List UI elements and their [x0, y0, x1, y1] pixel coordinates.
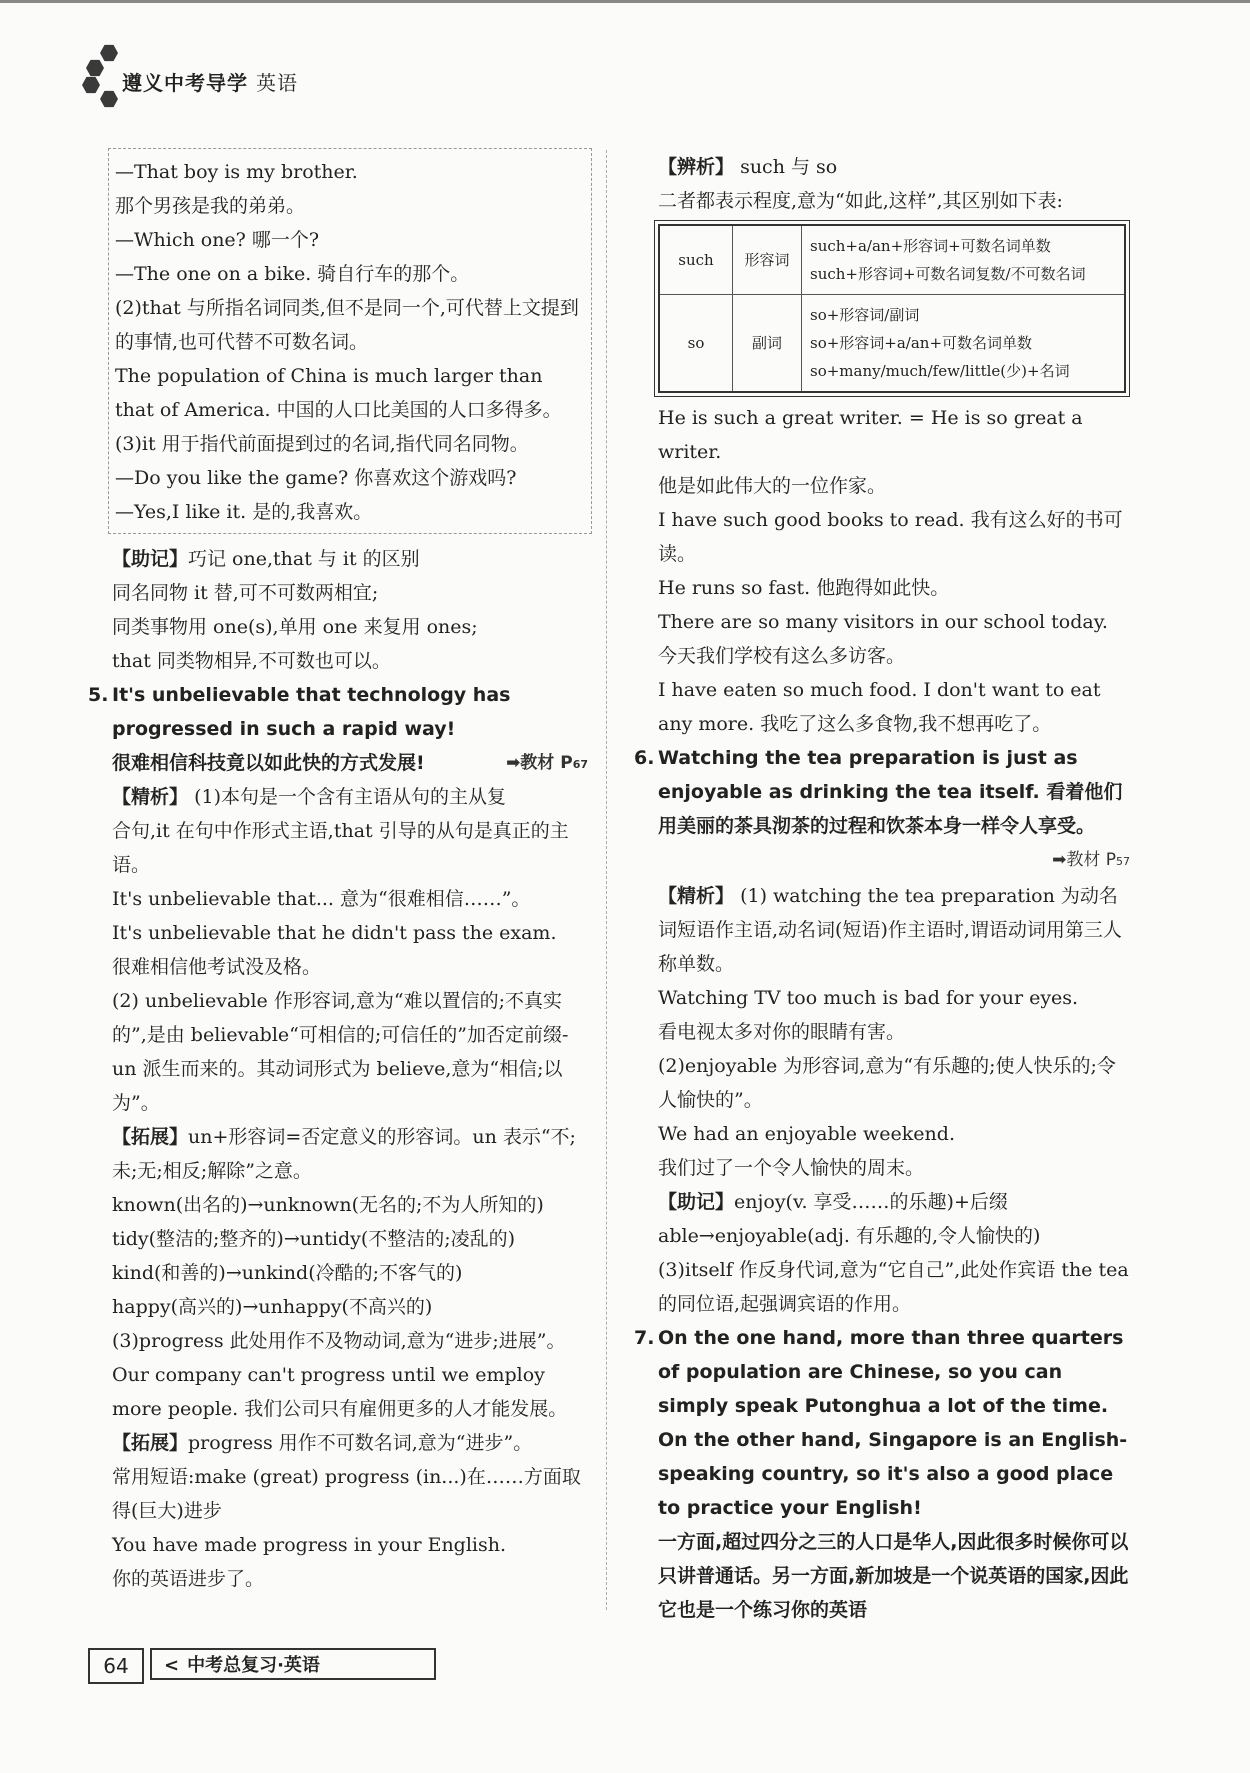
analysis-line: (2) unbelievable 作形容词,意为“难以置信的;不真实的”,是由 believable“可相信的;可信任的”加否定前缀-un 派生而来的。其动词形式为 believe,意为“相信;以为”。 — [112, 990, 569, 1114]
zhuji-note: 【助记】巧记 one,that 与 it 的区别 — [112, 548, 420, 570]
analysis-line: 常用短语:make (great) progress (in...)在……方面取得(巨大)进步 — [112, 1466, 581, 1522]
box-line: (2)that 与所指名词同类,但不是同一个,可代替上文提到的事情,也可代替不可数名词。 — [115, 297, 579, 353]
table-cell: 副词 — [733, 295, 802, 393]
bianxi-heading: 【辨析】 such 与 so — [658, 156, 838, 178]
analysis-line: kind(和善的)→unkind(冷酷的;不客气的) — [112, 1262, 463, 1284]
box-line: —Which one? 哪一个? — [115, 229, 320, 251]
zhuji-note: 【助记】enjoy(v. 享受……的乐趣)+后缀 able→enjoyable(adj. 有乐趣的,令人愉快的) — [658, 1191, 1041, 1247]
header-title: 遵义中考导学 英语 — [122, 71, 298, 95]
such-so-table — [658, 224, 1126, 393]
example-line: There are so many visitors in our school today. — [658, 611, 1108, 633]
analysis-line: It's unbelievable that he didn't pass the exam. — [112, 922, 557, 944]
analysis-line: We had an enjoyable weekend. — [658, 1123, 955, 1145]
header-subject: 英语 — [256, 71, 298, 95]
hexagon-icon — [100, 90, 118, 108]
example-line: He is such a great writer. = He is so great a writer. — [658, 407, 1083, 463]
hexagon-icon — [82, 76, 100, 94]
analysis-line: (3)progress 此处用作不及物动词,意为“进步;进展”。 — [112, 1330, 566, 1352]
zhuji-line: 同名同物 it 替,可不可数两相宜; — [112, 582, 379, 604]
example-line: I have such good books to read. 我有这么好的书可读。 — [658, 509, 1123, 565]
example-line: 今天我们学校有这么多访客。 — [658, 645, 906, 667]
top-rule — [0, 0, 1250, 3]
analysis-line: (2)enjoyable 为形容词,意为“有乐趣的;使人快乐的;令人愉快的”。 — [658, 1055, 1116, 1111]
table-cell: such — [659, 225, 733, 295]
table-cell: so+形容词/副词 so+形容词+a/an+可数名词单数 so+many/much/few/little(少)+名词 — [802, 295, 1126, 393]
analysis-line: known(出名的)→unknown(无名的;不为人所知的) — [112, 1194, 544, 1216]
question-5-translation: 很难相信科技竟以如此快的方式发展! ➡教材 P67 — [112, 746, 588, 780]
zhuji-line: that 同类物相异,不可数也可以。 — [112, 650, 391, 672]
analysis-line: 很难相信他考试没及格。 — [112, 956, 322, 978]
page-number: 64 — [88, 1648, 144, 1684]
example-line: 他是如此伟大的一位作家。 — [658, 475, 887, 497]
hexagon-icon — [86, 59, 104, 77]
textbook-ref: ➡教材 P57 — [1052, 850, 1130, 870]
example-line: He runs so fast. 他跑得如此快。 — [658, 577, 950, 599]
table-row — [659, 295, 1125, 393]
question-6: 6. Watching the tea preparation is just as enjoyable as drinking the tea itself. 看着他们用美丽的茶具沏茶的过程和饮茶本身一样令人享受。 — [634, 747, 1123, 837]
table-cell: so — [659, 295, 733, 393]
tuozhan-note: 【拓展】un+形容词=否定意义的形容词。un 表示“不;未;无;相反;解除”之意。 — [112, 1126, 576, 1182]
hexagon-icon — [100, 44, 118, 62]
question-7: 7. On the one hand, more than three quarters of population are Chinese, so you can simply speak Putonghua a lot of the time. On the other hand, Singapore is an English-speaking country, so it's also a good place to practice your English! — [634, 1327, 1128, 1519]
box-line: (3)it 用于指代前面提到过的名词,指代同名同物。 — [115, 433, 529, 455]
bianxi-intro: 二者都表示程度,意为“如此,这样”,其区别如下表: — [658, 190, 1063, 212]
right-column — [634, 150, 1130, 1627]
example-box — [108, 148, 592, 534]
page-header — [82, 44, 482, 116]
footer-title: < 中考总复习·英语 — [150, 1648, 436, 1680]
table-row — [659, 225, 1125, 295]
box-line: —Yes,I like it. 是的,我喜欢。 — [115, 501, 373, 523]
table-cell: such+a/an+形容词+可数名词单数 such+形容词+可数名词复数/不可数名词 — [802, 225, 1126, 295]
table-cell: 形容词 — [733, 225, 802, 295]
example-line: I have eaten so much food. I don't want to eat any more. 我吃了这么多食物,我不想再吃了。 — [658, 679, 1101, 735]
analysis-line: Our company can't progress until we employ more people. 我们公司只有雇佣更多的人才能发展。 — [112, 1364, 568, 1420]
analysis-line: tidy(整洁的;整齐的)→untidy(不整洁的;凌乱的) — [112, 1228, 516, 1250]
analysis-line: Watching TV too much is bad for your eyes. — [658, 987, 1079, 1009]
left-column — [88, 150, 588, 1596]
analysis-line: You have made progress in your English. — [112, 1534, 507, 1556]
zhuji-line: 同类事物用 one(s),单用 one 来复用 ones; — [112, 616, 478, 638]
jingxi-note: 【精析】 (1)本句是一个含有主语从句的主从复合句,it 在句中作形式主语,that 引导的从句是真正的主语。 — [112, 786, 569, 876]
question-7-translation: 一方面,超过四分之三的人口是华人,因此很多时候你可以只讲普通话。另一方面,新加坡是一个说英语的国家,因此它也是一个练习你的英语 — [658, 1531, 1129, 1621]
analysis-line: 我们过了一个令人愉快的周末。 — [658, 1157, 925, 1179]
jingxi-note: 【精析】 (1) watching the tea preparation 为动名词短语作主语,动名词(短语)作主语时,谓语动词用第三人称单数。 — [658, 885, 1122, 975]
analysis-line: It's unbelievable that... 意为“很难相信……”。 — [112, 888, 531, 910]
box-line: —That boy is my brother. — [115, 161, 358, 183]
tuozhan-note-2: 【拓展】progress 用作不可数名词,意为“进步”。 — [112, 1432, 533, 1454]
textbook-ref: ➡教材 P67 — [506, 753, 588, 773]
analysis-line: 你的英语进步了。 — [112, 1568, 265, 1590]
column-divider — [606, 150, 607, 1610]
question-5: 5. It's unbelievable that technology has progressed in such a rapid way! — [88, 684, 511, 740]
analysis-line: 看电视太多对你的眼睛有害。 — [658, 1021, 906, 1043]
box-line: 那个男孩是我的弟弟。 — [115, 195, 306, 217]
analysis-line: (3)itself 作反身代词,意为“它自己”,此处作宾语 the tea 的同位语,起强调宾语的作用。 — [658, 1259, 1129, 1315]
arrow-icon: < — [164, 1655, 180, 1676]
analysis-line: happy(高兴的)→unhappy(不高兴的) — [112, 1296, 433, 1318]
box-line: The population of China is much larger than that of America. 中国的人口比美国的人口多得多。 — [115, 365, 562, 421]
box-line: —The one on a bike. 骑自行车的那个。 — [115, 263, 470, 285]
box-line: —Do you like the game? 你喜欢这个游戏吗? — [115, 467, 517, 489]
